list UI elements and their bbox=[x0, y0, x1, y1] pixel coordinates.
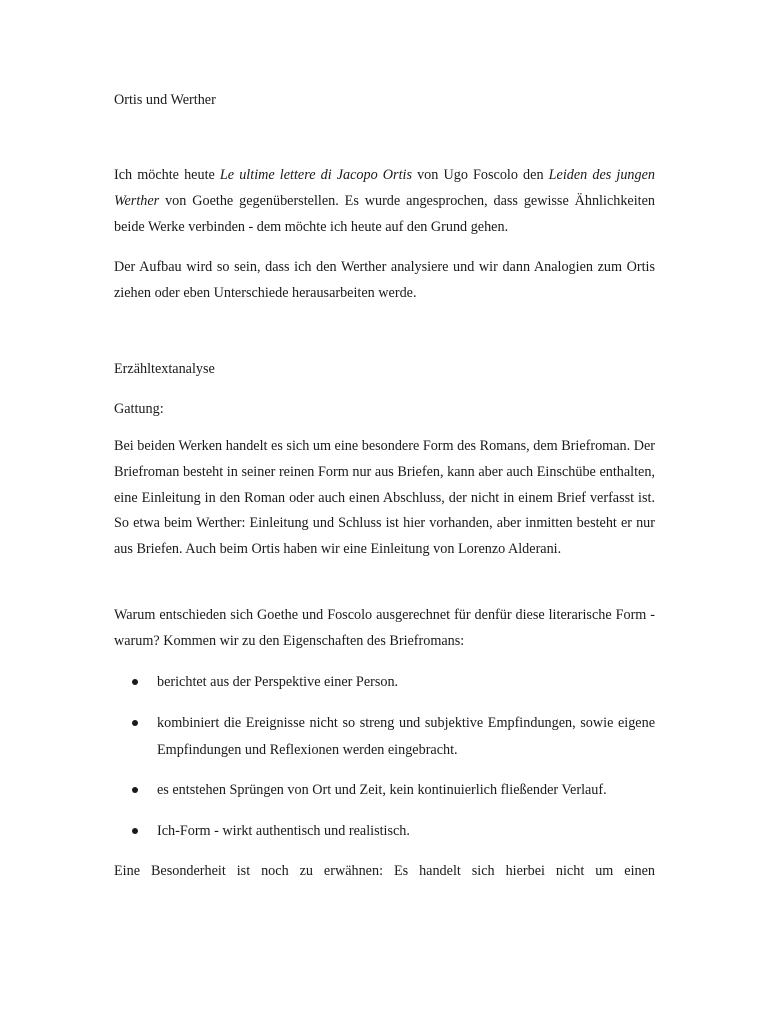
closing-paragraph-fragment: Eine Besonderheit ist noch zu erwähnen: Es handelt sich hierbei nicht um einen bbox=[114, 863, 655, 879]
intro-text-1: Ich möchte heute bbox=[114, 167, 220, 183]
intro-paragraph-2: Der Aufbau wird so sein, dass ich den Werther analysiere und wir dann Analogien zum Ortis ziehen oder eben Unterschiede herausarbeiten werde. bbox=[114, 259, 655, 301]
list-item-text: kombiniert die Ereignisse nicht so streng und subjektive Empfindungen, sowie eigene Empfindungen und Reflexionen werden eingebracht. bbox=[157, 715, 655, 758]
list-item-text: es entstehen Sprüngen von Ort und Zeit, kein kontinuierlich fließender Verlauf. bbox=[157, 782, 607, 798]
body-paragraph-2: Warum entschieden sich Goethe und Foscolo ausgerechnet für denfür diese literarische Form - warum? Kommen wir zu den Eigenschaften des Briefromans: bbox=[114, 607, 655, 649]
body-paragraph-1: Bei beiden Werken handelt es sich um eine besondere Form des Romans, dem Briefroman. Der Briefroman besteht in seiner reinen Form nur aus Briefen, kann aber auch Einschübe enthalten, eine Einleitung in den Roman oder auch einen Abschluss, der nicht in einem Brief verfasst ist. So etwa beim Werther: Einleitung und Schluss ist hier vorhanden, aber inmitten besteht er nur aus Briefen. Auch beim Ortis haben wir eine Einleitung von Lorenzo Alderani. bbox=[114, 438, 655, 558]
list-item-text: Ich-Form - wirkt authentisch und realistisch. bbox=[157, 823, 410, 839]
bullet-icon bbox=[132, 787, 138, 793]
intro-text-3: von Goethe gegenüberstellen. Es wurde angesprochen, dass gewisse Ähnlichkeiten beide Werke verbinden - dem möchte ich heute auf den Grund gehen. bbox=[114, 192, 655, 235]
intro-text-2: von Ugo Foscolo den bbox=[411, 167, 549, 183]
bullet-icon bbox=[132, 828, 138, 834]
work-title-ortis: Le ultime lettere di Jacopo Ortis bbox=[219, 167, 412, 183]
document-title: Ortis und Werther bbox=[114, 92, 216, 108]
intro-paragraph-1 bbox=[114, 163, 655, 240]
document-page bbox=[114, 0, 655, 1024]
bullet-icon bbox=[132, 720, 138, 726]
list-item-text: berichtet aus der Perspektive einer Person. bbox=[157, 674, 399, 690]
bullet-icon bbox=[132, 679, 138, 685]
subheading-gattung: Gattung: bbox=[114, 401, 164, 417]
work-title-werther: Leiden des jungen Werther bbox=[114, 167, 655, 209]
section-heading: Erzähltextanalyse bbox=[114, 361, 215, 377]
